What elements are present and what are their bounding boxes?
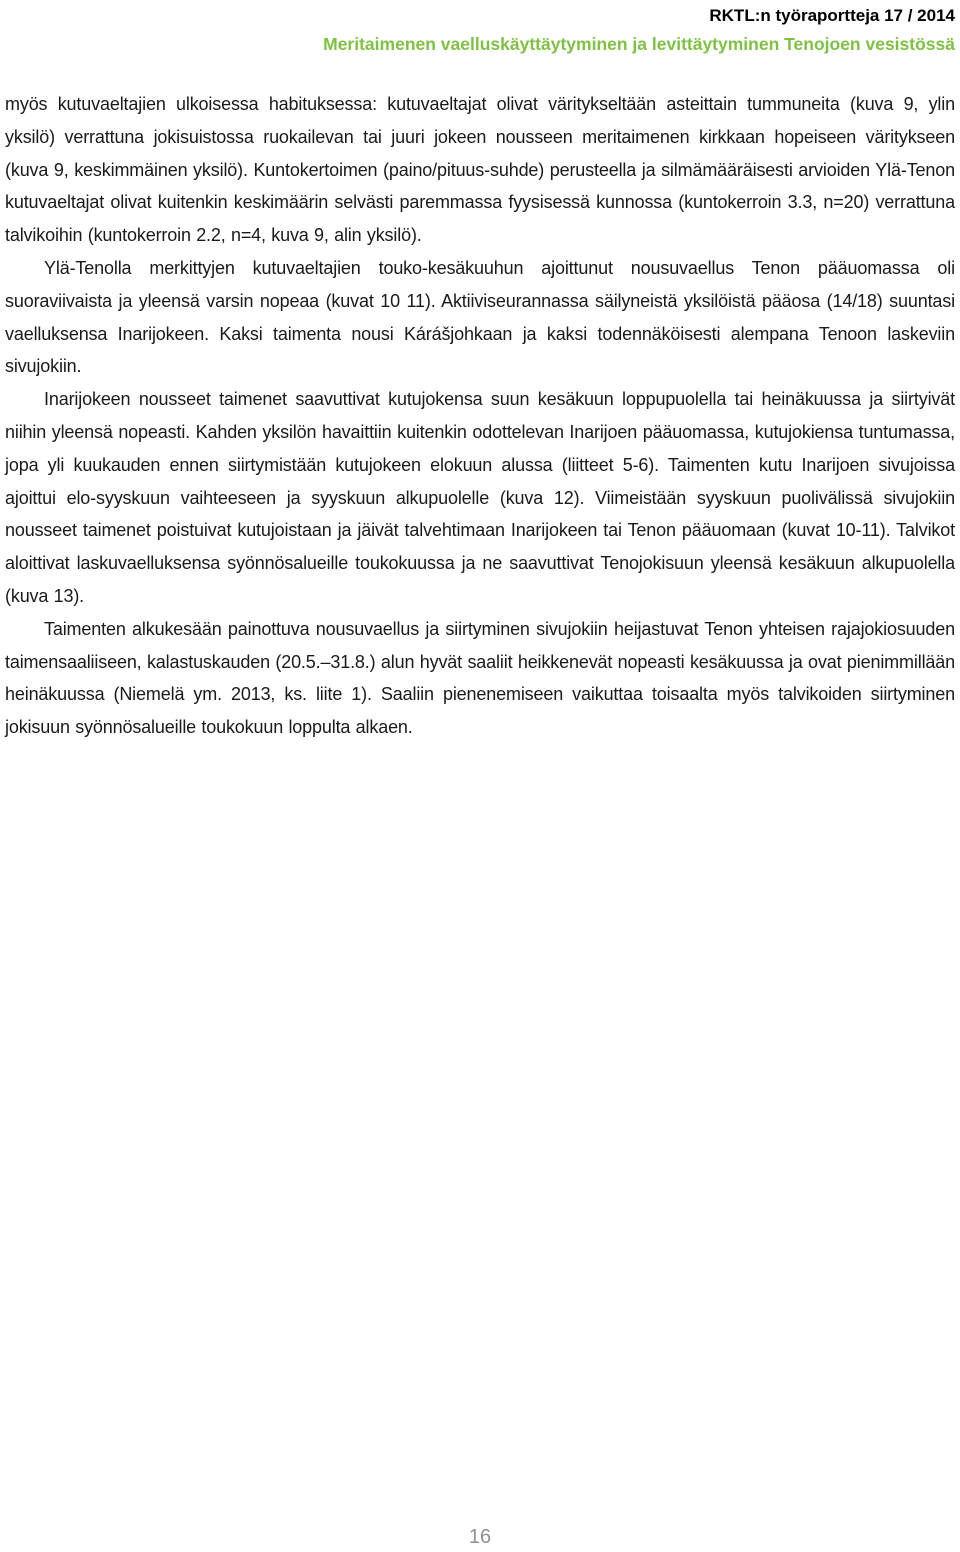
paragraph-continuation: myös kutuvaeltajien ulkoisessa habituksessa: kutuvaeltajat olivat väritykseltään asteittain tummuneita (kuva 9, ylin yksilö) verrattuna jokisuistossa ruokailevan tai juuri jokeen nousseen meritaimenen kirkkaan hopeiseen väritykseen (kuva 9, keskimmäinen yksilö). Kuntokertoimen (paino/pituus-suhde) perusteella ja silmämääräisesti arvioiden Ylä-Tenon kutuvaeltajat olivat kuitenkin keskimäärin selvästi paremmassa fyysisessä kunnossa (kuntokerroin 3.3, n=20) verrattuna talvikoihin (kuntokerroin 2.2, n=4, kuva 9, alin yksilö).	[5, 94, 955, 246]
report-title: Meritaimenen vaelluskäyttäytyminen ja levittäytyminen Tenojoen vesistössä	[323, 34, 955, 54]
page-number: 16	[468, 1526, 492, 1548]
page-header	[323, 2, 955, 58]
report-series-label: RKTL:n työraportteja 17 / 2014	[709, 6, 955, 25]
paragraph: Inarijokeen nousseet taimenet saavuttivat kutujokensa suun kesäkuun loppupuolella tai heinäkuussa ja siirtyivät niihin yleensä nopeasti. Kahden yksilön havaittiin kuitenkin odottelevan Inarijoen pääuomassa, kutujokiensa tuntumassa, jopa yli kuukauden ennen siirtymistään kutujokeen elokuun alussa (liitteet 5-6). Taimenten kutu Inarijoen sivujoissa ajoittui elo-syyskuun vaihteeseen ja syyskuun alkupuolelle (kuva 12). Viimeistään syyskuun puolivälissä sivujokiin nousseet taimenet poistuivat kutujoistaan ja jäivät talvehtimaan Inarijokeen tai Tenon pääuomaan (kuvat 10-11). Talvikot aloittivat laskuvaelluksensa syönnösalueille toukokuussa ja ne saavuttivat Tenojokisuun yleensä kesäkuun alkupuolella (kuva 13).	[5, 389, 955, 606]
body-text	[5, 88, 955, 744]
paragraph: Ylä-Tenolla merkittyjen kutuvaeltajien touko-kesäkuuhun ajoittunut nousuvaellus Tenon pääuomassa oli suoraviivaista ja yleensä varsin nopeaa (kuvat 10 11). Aktiiviseurannassa säilyneistä yksilöistä pääosa (14/18) suuntasi vaelluksensa Inarijokeen. Kaksi taimenta nousi Kárášjohkaan ja kaksi todennäköisesti alempana Tenoon laskeviin sivujokiin.	[5, 257, 955, 377]
paragraph: Taimenten alkukesään painottuva nousuvaellus ja siirtyminen sivujokiin heijastuvat Tenon yhteisen rajajokiosuuden taimensaaliiseen, kalastuskauden (20.5.–31.8.) alun hyvät saaliit heikkenevät nopeasti kesäkuussa ja ovat pienimmillään heinäkuussa (Niemelä ym. 2013, ks. liite 1). Saaliin pienenemiseen vaikuttaa toisaalta myös talvikoiden siirtyminen jokisuun syönnösalueille toukokuun loppulta alkaen.	[5, 618, 955, 738]
